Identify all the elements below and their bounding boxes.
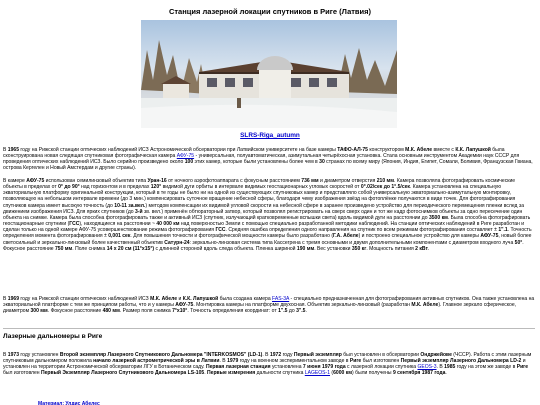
text-run: . Поле снимка: [72, 245, 107, 252]
text-run: с длинной стороной вдоль следа объекта. Пленка шириной: [154, 245, 297, 252]
text-run: . Точность определения момента фотографирования ±: [3, 227, 532, 240]
text-run: . Камера установлена на специальную экваториальную платформу оригинальной конструкции, который в те годы не было ни на одной из существующих спутниковых камер и представляло собой универсальную экваториально-азимутальную монтировку, позволяющую на небольшом интервале времени (до 3 мин.) компенсировать суточное вращение небесной сферы, благодаря чему изображения звёзд на фотоплёнке получаются в виде точек. Для фотографирования спутников камера имеет высокую точность (до: [3, 184, 516, 209]
bold-text: К.К. Лапушкой: [182, 296, 219, 302]
bold-text: 736 мм: [301, 178, 319, 184]
bold-text: 1".5: [278, 308, 288, 315]
text-run: . Средняя ошибка определения одного направления на спутник по всем режимам фотографирования составляет ±: [225, 227, 499, 234]
bold-text: 14 х 20 см (11°х15°): [106, 245, 155, 252]
bold-text: М.К. Абеле: [405, 147, 433, 153]
text-run: была сконструирована новая следящая спутниковая фотографическая камера: [3, 147, 505, 160]
bold-text: 6000 км: [333, 370, 353, 377]
text-run: над поверхностью Земли с помощью специально разработанной методики наблюдений. На станции оптических наблюдений в Риге разработан и сделан только на одной камере АФУ-75 усовершенствование режима фотографирования: [3, 221, 525, 234]
station-photo-drawing: [141, 20, 397, 128]
bold-text: 1979: [227, 358, 239, 365]
text-run: использован семилинзовый объектив типа: [44, 178, 148, 184]
bold-text: Первый экземпляр Лазерного Дальномера LD-2: [400, 358, 522, 365]
bold-text: 120°: [150, 184, 162, 191]
bold-text: 1973: [7, 352, 20, 358]
text-run: ) были получены: [352, 370, 393, 377]
bold-text: 7°х10°: [172, 308, 188, 315]
bold-text: Уран-16: [147, 178, 167, 184]
text-run: . Для повышения точности и фотографической мощности камеры было разработано (: [130, 233, 334, 240]
text-run: году установлен: [19, 352, 60, 358]
bold-text: 300 мм: [30, 308, 48, 315]
text-run: ). Главное зеркало сферическое, диаметром: [3, 302, 517, 315]
bold-text: Сатурн-24: [164, 239, 190, 246]
text-run: (ЧССР). Работа с этим лазерным спутниковым дальномером положила: [3, 352, 532, 365]
bold-text: 9 сентября 1987 года: [392, 370, 446, 377]
text-run: . Была способна фотографировать геостационарные спутники (: [3, 214, 531, 228]
bold-text: М.К. Абеле: [411, 302, 439, 309]
text-run: .: [445, 370, 447, 377]
bold-text: 40 000 км: [156, 221, 180, 228]
text-run: и диаметром отверстия: [318, 178, 377, 184]
text-run: видимой дуги орбиты в интервале видимых геостационарных угловых скоростей от: [161, 184, 361, 191]
text-run: ) и построено специальное устройство для камеры: [358, 233, 481, 240]
paragraph-afu75-specs: [3, 178, 535, 252]
section-title-rangefinders: Лазерные дальномеры в Риге: [3, 333, 103, 340]
text-run: была создана камера: [218, 296, 273, 302]
bold-text: 10-11 за.вел.: [114, 202, 146, 209]
text-run: и: [177, 296, 183, 302]
inline-link[interactable]: LAGEOS-1: [304, 370, 331, 377]
bold-text: ГСС: [215, 227, 226, 234]
bold-text: 50°: [514, 239, 523, 246]
bold-text: 1972: [269, 352, 282, 358]
bold-text: 350 кг: [351, 245, 367, 252]
text-run: конструктором: [367, 147, 406, 153]
text-run: был установлен в обсерватории: [341, 352, 421, 358]
text-run: и установлен на территории Астрономической обсерватории ЛГУ в Ботаническом саду.: [3, 358, 526, 371]
bold-text: 0° до 90°: [58, 184, 80, 191]
bold-text: 1965: [7, 147, 20, 153]
station-photo[interactable]: [141, 20, 397, 128]
text-run: .: [204, 370, 208, 377]
text-run: году: [281, 352, 294, 358]
bold-text: 2 кВт: [415, 245, 428, 252]
text-run: В: [3, 296, 8, 302]
text-run: . Камера позволяла фотографировать космические объекты в пределах от: [3, 178, 516, 191]
text-run: . В: [436, 364, 445, 371]
text-run: . Монтировка камеры на платформе двухосная. Объектив зеркально-линзовый (разработан: [193, 302, 412, 309]
bold-text: 190 мм: [296, 245, 315, 252]
text-run: . Вес установки: [314, 245, 352, 252]
bold-text: М.К. Абеле: [150, 296, 178, 302]
paragraph-fas3a: [3, 296, 535, 314]
text-run: : зеркально-линзовая система типа Кассегрена с тремя основными и двумя дополнительными компонентами с диаметром входного луча: [189, 239, 515, 246]
bold-text: Ондржейове: [420, 352, 452, 358]
text-run: . В: [262, 352, 270, 358]
text-run: над горизонтом и в пределах: [79, 184, 151, 191]
text-run: с лазерной локации спутника: [345, 364, 418, 371]
text-run: дальности спутника: [255, 370, 305, 377]
text-run: был изготовлен: [3, 370, 41, 377]
text-run: . В: [219, 358, 228, 365]
text-run: до: [287, 308, 297, 315]
bold-text: Риге: [516, 364, 529, 371]
bold-text: 3-й: [134, 208, 143, 215]
text-run: .: [427, 245, 430, 252]
text-run: был изготовлен: [361, 358, 401, 365]
bold-text: 480 мм: [102, 308, 120, 315]
bold-text: 3".5: [296, 308, 306, 315]
text-run: В: [3, 147, 8, 153]
text-run: году на этом же заводе в: [455, 364, 517, 371]
bold-text: 7 июня 1979 года: [302, 364, 346, 371]
bold-text: АФУ-75: [480, 233, 499, 240]
bold-text: АФУ-75: [26, 178, 45, 184]
text-run: В камере: [3, 178, 27, 184]
text-run: ) методом компенсации их видимой угловой скорости на небесной сфере в заранее произведено устройство для периодического перемещения пленки вслед за движением изображения ИСЗ. Для ярких спутников (до: [3, 202, 525, 215]
bold-text: 750 мм: [54, 245, 73, 252]
bold-text: Первый экземпляр: [293, 352, 342, 358]
bold-text: 1".1: [498, 227, 508, 234]
bold-text: Первый Экземпляр Лазерного Спутникового Дальномера LS-105: [41, 370, 205, 377]
text-run: - специально предназначенная для фотографирования активных спутников. Она также установлена на экваториальной платформе с тем же принципом работы, что и у камеры: [3, 296, 535, 309]
bold-text: начало лазерной астрометрической эры в Латвии: [93, 358, 220, 365]
inline-link[interactable]: FAS-3A: [272, 296, 290, 302]
text-run: зв. вел.) применён обтюраторный затвор, который позволял регистрировать на сверх сверх один и тот же кадр фотоснимков объекты за одно пересечение один объекта на снимке. Камера была способна фотографировать также и активный ИСЗ (спутник, излучающий кратковременные вспышки света) вдоль видимой дуги на расстоянии до: [3, 208, 523, 221]
text-run: . Фокусное расстояние: [47, 308, 103, 315]
text-run: . Фокусное расстояние: [3, 239, 524, 252]
photo-caption-link[interactable]: SLRS-Riga_autumn: [240, 132, 300, 139]
inline-link[interactable]: GEOS-3: [417, 364, 437, 371]
text-run: . Размер поля снимка: [119, 308, 173, 315]
text-run: странах по всему миру (Япония, Индия, Египет, Сомали, Боливия, Французская Гвиана, острова Кергелен и Новый Амстердам и другие страны).: [3, 159, 533, 172]
text-run: (: [330, 370, 334, 377]
text-run: В: [3, 352, 8, 358]
bold-text: 210 мм: [376, 178, 395, 184]
paragraph-rangefinders: [3, 352, 535, 377]
bold-text: Риге: [349, 358, 362, 365]
bold-text: ТАФО-АЛ-75: [337, 147, 368, 153]
text-run: году на военном экспериментальном заводе в: [238, 358, 350, 365]
bold-text: ГСС: [69, 221, 80, 228]
text-run: ), находящиеся на расстоянии ~: [79, 221, 157, 228]
text-run: , новый более светосильный и зеркально-линзовый более качественный объектив: [3, 233, 532, 246]
paragraph-afu75-history: [3, 147, 535, 172]
bold-text: 1985: [444, 364, 456, 371]
section-divider: [3, 328, 535, 329]
text-run: .: [305, 308, 307, 315]
bold-text: 100: [184, 159, 194, 166]
bold-text: 0°.02/сек до 1°.5/сек: [360, 184, 410, 191]
text-run: установлена: [270, 364, 303, 371]
text-run: году на Рижской станции оптических наблюдений ИСЗ Астрономической обсерватории при Латвийском университете на базе камеры: [19, 147, 338, 153]
text-run: - универсальная, полуавтоматическая, азимутальная четырёхосная установка. Стала основным инструментом Академии наук СССР для проведения оптических наблюдений ИСЗ. Было серийно произведено около: [3, 153, 520, 166]
text-run: вместе с: [432, 147, 456, 153]
bold-text: К.К. Лапушкой: [455, 147, 491, 153]
text-run: от ночного аэрофотоаппарата с фокусным расстоянием: [166, 178, 302, 184]
text-run: году на Рижской станции оптических наблюдений ИСЗ: [19, 296, 151, 302]
page-title: Станция лазерной локации спутников в Риге (Латвия): [168, 7, 372, 16]
bold-text: Г.А. Абеле: [333, 233, 359, 240]
bold-text: Первые измерения: [207, 370, 256, 377]
bold-text: АФУ-75: [175, 302, 194, 309]
bold-text: 0,001 сек: [108, 233, 131, 240]
bold-text: Второй экземпляр Лазерного Спутникового Дальномера "INTERKOSMOS" (LD-1): [59, 352, 263, 358]
bold-text: 3500 км: [428, 214, 448, 221]
text-run: . Точность определения координат: от: [187, 308, 279, 315]
bold-text: Первая лазерная станция: [205, 364, 271, 371]
footer-author-link[interactable]: Материал: Улдис Абелес: [38, 401, 100, 405]
text-run: этих камер, которые были установлены более чем в: [193, 159, 320, 166]
inline-link[interactable]: АФУ-75: [176, 153, 195, 160]
bold-text: 1969: [7, 296, 20, 302]
bold-text: 30: [319, 159, 325, 166]
text-run: . Мощность питания: [366, 245, 416, 252]
